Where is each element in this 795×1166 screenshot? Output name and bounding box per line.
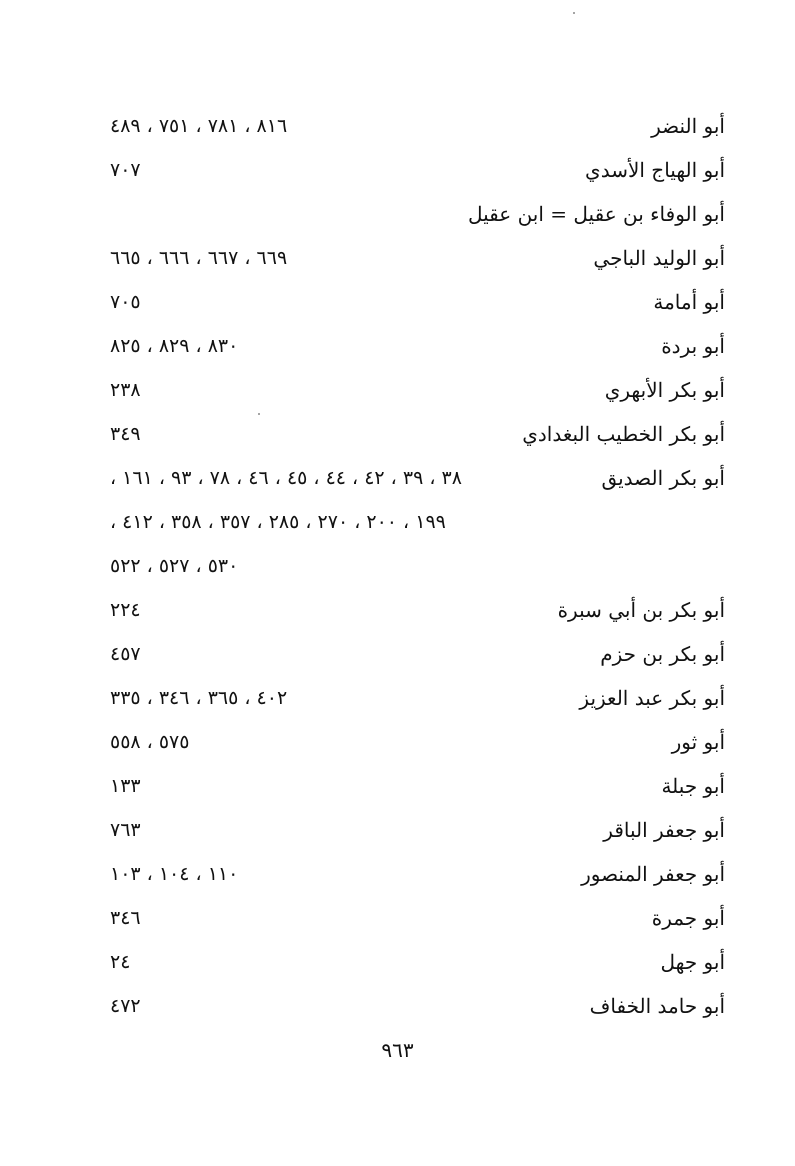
scan-speck: [573, 12, 575, 14]
entry-name: أبو ثور: [671, 730, 725, 754]
index-entry: [110, 194, 725, 238]
index-entry: [110, 150, 725, 194]
index-entry: [110, 722, 725, 766]
page-number: ٩٦٣: [381, 1038, 414, 1062]
entry-page-numbers: ٧٦٣: [110, 819, 141, 841]
entry-page-numbers: ٨٣٠ ، ٨٢٩ ، ٨٢٥: [110, 335, 239, 357]
entry-page-numbers: ٢٤: [110, 951, 131, 973]
index-entry: [110, 106, 725, 150]
entry-page-numbers: ٥٧٥ ، ٥٥٨: [110, 731, 190, 753]
entry-page-numbers: ١١٠ ، ١٠٤ ، ١٠٣: [110, 863, 239, 885]
entry-name: أبو بكر بن أبي سبرة: [557, 598, 725, 622]
index-entry: [110, 810, 725, 854]
entry-name: أبو الهياج الأسدي: [585, 158, 725, 182]
entry-name: أبو بكر عبد العزيز: [579, 686, 725, 710]
entry-name: أبو الوليد الباجي: [593, 246, 725, 270]
index-entry: [110, 678, 725, 722]
entry-name: أبو جمرة: [651, 906, 725, 930]
index-entry: [110, 590, 725, 634]
entry-name: أبو جعفر الباقر: [603, 818, 725, 842]
entry-name: أبو الوفاء بن عقيل = ابن عقيل: [467, 202, 725, 226]
index-entry: [110, 238, 725, 282]
index-entry: [110, 414, 725, 458]
entry-name: أبو جبلة: [661, 774, 725, 798]
entry-page-numbers: ١٣٣: [110, 775, 141, 797]
entry-name: أبو بكر الأبهري: [604, 378, 725, 402]
entry-name: أبو جعفر المنصور: [581, 862, 725, 886]
index-entry: [110, 898, 725, 942]
entry-page-numbers: ٢٣٨: [110, 379, 141, 401]
entry-page-numbers: ١٩٩ ، ٢٠٠ ، ٢٧٠ ، ٢٨٥ ، ٣٥٧ ، ٣٥٨ ، ٤١٢ ،: [110, 511, 446, 533]
entry-page-numbers: ٨١٦ ، ٧٨١ ، ٧٥١ ، ٤٨٩: [110, 115, 288, 137]
index-entry: [110, 282, 725, 326]
entry-name: أبو بردة: [661, 334, 725, 358]
index-entry: [110, 854, 725, 898]
entry-name: أبو بكر الصديق: [601, 466, 725, 490]
index-entry: [110, 942, 725, 986]
entry-page-numbers: ٣٤٦: [110, 907, 141, 929]
entry-page-numbers: ٢٢٤: [110, 599, 141, 621]
entry-page-numbers: ٧٠٥: [110, 291, 141, 313]
entry-page-numbers: ٧٠٧: [110, 159, 141, 181]
entry-page-numbers: ٥٣٠ ، ٥٢٧ ، ٥٢٢: [110, 555, 239, 577]
index-entry: [110, 370, 725, 414]
entry-name: أبو جهل: [660, 950, 725, 974]
index-entry: [110, 986, 725, 1030]
entry-name: أبو أمامة: [653, 290, 725, 314]
index-entry: [110, 326, 725, 370]
index-entry: [110, 766, 725, 810]
index-entry: [110, 458, 725, 502]
entry-page-numbers: ٤٠٢ ، ٣٦٥ ، ٣٤٦ ، ٣٣٥: [110, 687, 288, 709]
entry-page-numbers: ٤٥٧: [110, 643, 141, 665]
index-entry: [110, 502, 725, 546]
entry-page-numbers: ٤٧٢: [110, 995, 141, 1017]
entry-name: أبو حامد الخفاف: [589, 994, 725, 1018]
index-entry: [110, 634, 725, 678]
index-entries: [110, 106, 725, 1030]
entry-name: أبو بكر الخطيب البغدادي: [522, 422, 725, 446]
entry-name: أبو بكر بن حزم: [600, 642, 725, 666]
entry-name: أبو النضر: [651, 114, 725, 138]
entry-page-numbers: ٣٨ ، ٣٩ ، ٤٢ ، ٤٤ ، ٤٥ ، ٤٦ ، ٧٨ ، ٩٣ ، ١٦١ ،: [110, 467, 462, 489]
entry-page-numbers: ٣٤٩: [110, 423, 141, 445]
entry-page-numbers: ٦٦٩ ، ٦٦٧ ، ٦٦٦ ، ٦٦٥: [110, 247, 288, 269]
index-entry: [110, 546, 725, 590]
